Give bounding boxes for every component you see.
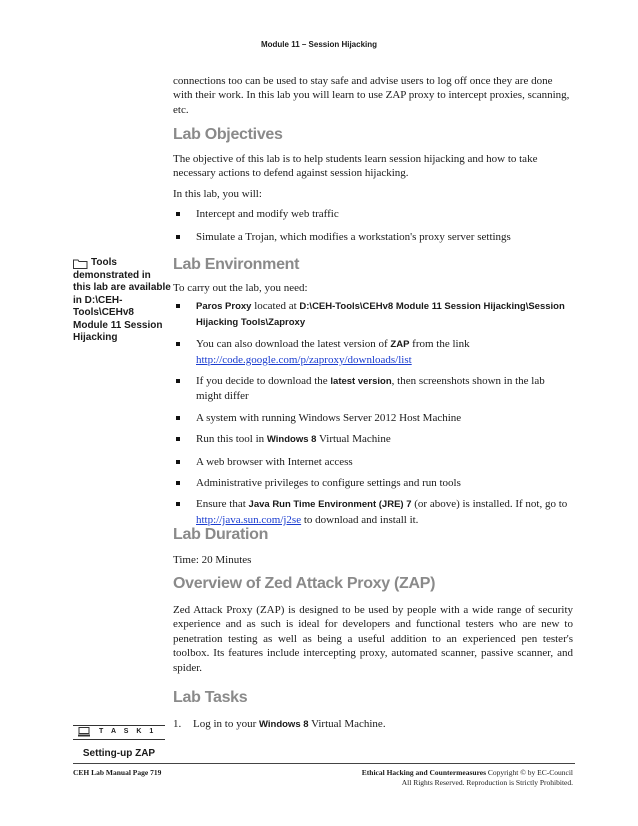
duration-text: Time: 20 Minutes <box>173 554 252 566</box>
step1-pre: Log in to your <box>193 718 259 730</box>
heading-lab-tasks: Lab Tasks <box>173 689 248 706</box>
overview-text: Zed Attack Proxy (ZAP) is designed to be used by people with a wide range of security experience and as such is ideal for developers and functional testers who are new to penetration testing as well as being a useful addition to an experienced pen tester's toolbox. Its features include intercepting proxy, automated scanner, passive scanner, and spider. <box>173 604 573 674</box>
computer-icon <box>78 727 90 739</box>
tasks-section <box>173 717 573 732</box>
footer-divider <box>73 763 575 764</box>
item2-text: You can also download the latest version of <box>196 338 391 351</box>
list-item: A web browser with Internet access <box>173 455 573 469</box>
tools-title-row <box>73 257 171 270</box>
heading-overview-zap: Overview of Zed Attack Proxy (ZAP) <box>173 575 436 592</box>
environment-section <box>173 281 573 527</box>
latest-version-label: latest version <box>330 376 392 388</box>
heading-lab-environment: Lab Environment <box>173 256 300 273</box>
list-item <box>173 374 573 404</box>
item2-tail: from the link <box>409 338 470 351</box>
java-download-link[interactable]: http://java.sun.com/j2se <box>196 513 302 526</box>
footer-rights: All Rights Reserved. Reproduction is Strictly Prohibited. <box>401 778 573 787</box>
duration-section <box>173 553 573 567</box>
zap-label: ZAP <box>390 339 410 351</box>
task-label: T A S K 1 <box>99 728 157 735</box>
footer-book-title: Ethical Hacking and Countermeasures <box>361 768 487 777</box>
windows8-label: Windows 8 <box>259 719 309 730</box>
step1-post: Virtual Machine. <box>308 718 386 730</box>
list-item <box>173 497 573 527</box>
heading-lab-objectives: Lab Objectives <box>173 126 283 143</box>
objectives-list <box>173 207 573 244</box>
item8-post: to download and install it. <box>301 513 419 526</box>
item8-mid: (or above) is installed. If not, go to <box>411 498 568 511</box>
overview-section <box>173 603 573 675</box>
task-name: Setting-up ZAP <box>82 748 156 759</box>
list-item <box>173 432 573 447</box>
step-number: 1. <box>173 718 182 730</box>
tools-text: demonstrated in this lab are available in D:\CEH-Tools\CEHv8 Module 11 Session Hijacking <box>73 269 171 343</box>
heading-lab-duration: Lab Duration <box>173 526 269 543</box>
page-header: Module 11 – Session Hijacking <box>260 40 378 49</box>
item1-mid: located at <box>251 300 300 313</box>
footer-page-label: CEH Lab Manual Page 719 <box>73 768 162 777</box>
footer-copyright <box>362 768 573 788</box>
item8-pre: Ensure that <box>196 498 249 511</box>
objectives-lead: In this lab, you will: <box>173 187 262 200</box>
list-item: Simulate a Trojan, which modifies a workstation's proxy server settings <box>173 230 573 244</box>
list-item: Intercept and modify web traffic <box>173 207 573 221</box>
sidebar-tools-note <box>73 257 171 345</box>
tools-title: Tools <box>91 257 117 268</box>
list-item <box>173 717 573 732</box>
environment-lead: To carry out the lab, you need: <box>173 282 308 294</box>
item3-post: , then screenshots shown in the lab might differ <box>196 375 545 403</box>
intro-text: connections too can be used to stay safe and advise users to log off once they are done with their work. In this lab you will learn to use ZAP proxy to intercept proxies, scanning, etc. <box>173 75 570 116</box>
item5-post: Virtual Machine <box>316 433 391 446</box>
zap-download-link[interactable]: http://code.google.com/p/zaproxy/downloads/list <box>196 353 412 366</box>
windows8-label: Windows 8 <box>266 434 317 446</box>
list-item: Administrative privileges to configure settings and run tools <box>173 476 573 490</box>
list-item <box>173 299 573 330</box>
footer-copyright-tail: Copyright © by EC-Council <box>486 768 573 777</box>
paros-path: D:\CEH-Tools\CEHv8 Module 11 Session Hijacking\Session Hijacking Tools\Zaproxy <box>196 301 565 328</box>
item3-pre: If you decide to download the <box>196 375 331 388</box>
task-marker <box>73 725 165 759</box>
list-item <box>173 337 573 367</box>
objectives-text: The objective of this lab is to help students learn session hijacking and how to take necessary actions to defend against session hijacking. <box>173 153 538 180</box>
jre-label: Java Run Time Environment (JRE) 7 <box>248 499 412 511</box>
paros-proxy-label: Paros Proxy <box>196 301 252 313</box>
objectives-section <box>173 152 573 244</box>
folder-icon <box>73 258 88 269</box>
item5-pre: Run this tool in <box>196 433 267 446</box>
environment-list <box>173 299 573 527</box>
intro-paragraph <box>173 74 573 117</box>
list-item: A system with running Windows Server 2012 Host Machine <box>173 411 573 425</box>
tasks-list <box>173 717 573 732</box>
task-label-bar <box>73 725 165 740</box>
